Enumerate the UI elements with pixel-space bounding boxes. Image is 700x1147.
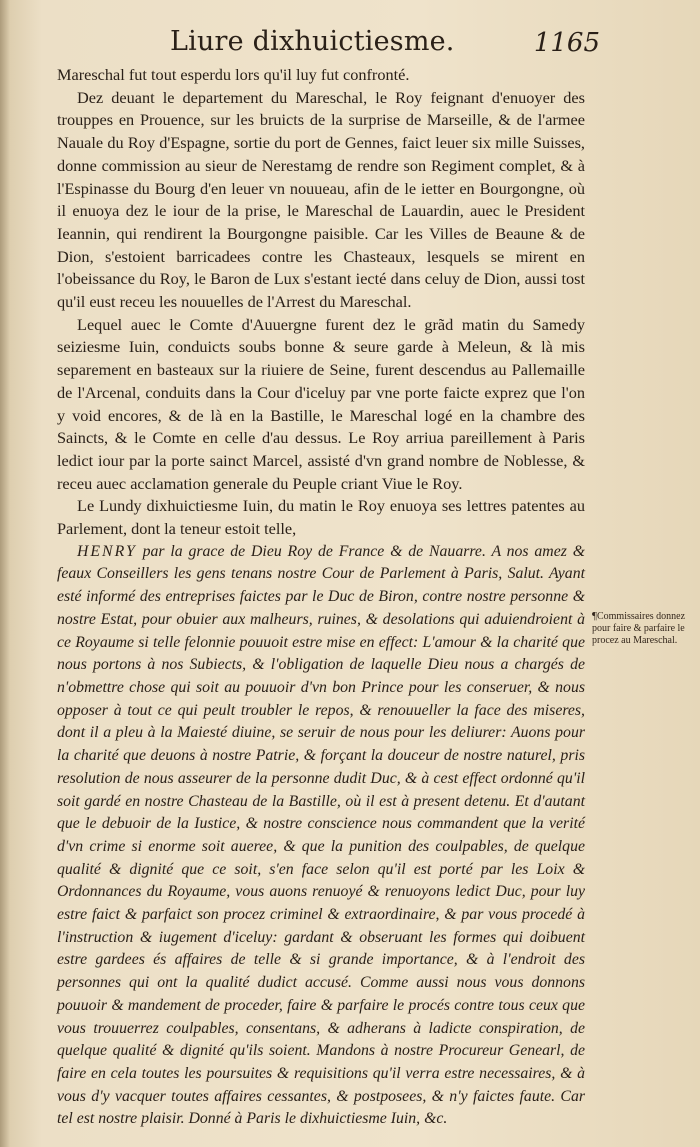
running-title: Liure dixhuictiesme. xyxy=(170,26,455,57)
pilcrow-icon: ¶ xyxy=(592,610,597,622)
page-header xyxy=(170,26,600,66)
marginal-note xyxy=(592,610,692,647)
royal-letter xyxy=(57,541,585,1131)
body-text xyxy=(57,64,585,1131)
letter-text: par la grace de Dieu Roy de France & de Nauarre. A nos amez & feaux Conseillers les gens tenans nostre Cour de Parlement à Paris, Salut. Ayant esté informé des entreprises faictes par le Duc de Biron, contre nostre personne & nostre Estat, pour obuier aux malheurs, ruines, & desolations qui aduiendroient à ce Royaume si telle felonnie pouuoit estre mise en effect: L'amour & la charité que nous portons à nos Subiects, & l'obligation de laquelle Dieu nous a chargés de n'obmettre chose qui soit au pouuoir d'vn bon Prince pour les conseruer, & nous opposer à tout ce qui peult troubler le repos, & renouueller la face des miseres, dont il a pleu à la Maiesté diuine, se seruir de nous pour les deliurer: Auons pour la charité que deuons à nostre Patrie, & forçant la douceur de nostre naturel, pris resolution de nous asseurer de la personne dudit Duc, & à cest effect ordonné qu'il soit gardé en nostre Chasteau de la Bastille, où il est à present detenu. Et d'autant que le debuoir de la Iustice, & nostre conscience nous commandent que la verité d'vn crime si enorme soit aueree, & que la punition des coulpables, de quelque qualité & dignité que ce soit, s'en face selon qu'il est porté par les Loix & Ordonnances du Royaume, vous auons renuoyé & renuoyons ledict Duc, pour luy estre faict & parfaict son procez criminel & extraordinaire, & par vous procedé à l'instruction & iugement d'iceluy: gardant & obseruant les formes qui doibuent estre gardees és affaires de telle & si grande importance, & à l'endroit des personnes qui ont la qualité dudict accusé. Comme aussi nous vous donnons pouuoir & mandement de proceder, faire & parfaire le procés contre tous ceux que vous trouuerrez coulpables, consentans, & adherans à ladicte conspiration, de quelque qualité & dignité qu'ils soient. Mandons à nostre Procureur Genearl, de faire en cela toutes les poursuites & requisitions qu'il verra estre necessaires, & à vous d'y vacquer toutes affaires cessantes, & postposees, & n'y faictes faute. Car tel est nostre plaisir. Donné à Paris le dixhuictiesme Iuin, &c. xyxy=(57,542,585,1128)
marginal-note-text: Commissaires donnez pour faire & parfaire le procez au Mareschal. xyxy=(592,611,686,646)
paragraph-continuation: Mareschal fut tout esperdu lors qu'il luy fut confronté. xyxy=(57,65,410,84)
paragraph-bastille: Lequel auec le Comte d'Auuergne furent dez le grãd matin du Samedy seiziesme Iuin, conduicts soubs bonne & seure garde à Meleun, & là mis separement en basteaux sur la riuiere de Seine, furent descendus au Pallemaille de l'Arcenal, conduits dans la Cour d'iceluy par vne porte faicte exprez que l'on y void encores, & de là en la Bastille, le Mareschal logé en la chambre des Saincts, & le Comte en celle d'au dessus. Le Roy arriua pareillement à Paris ledict iour par la porte sainct Marcel, assisté d'vn grand nombre de Noblesse, & receu auec acclamation generale du Peuple criant Viue le Roy. xyxy=(57,314,585,493)
paragraph-troops: Dez deuant le departement du Mareschal, le Roy feignant d'enuoyer des trouppes en Prouence, sur les bruicts de la surprise de Marseille, & de l'armee Nauale du Roy d'Espagne, sortie du port de Gennes, faict leuer six mille Suisses, donne commission au sieur de Nerestamg de rendre son Regiment complet, & à l'Espinasse du Bourg d'en leuer vn nouueau, afin de le ietter en Bourgongne, où il enuoya dez le iour de la prise, le Mareschal de Lauardin, auec le President Ieannin, qui rendirent la Bourgongne paisible. Car les Villes de Beaune & de Dion, s'estoient barricadees contre les Chasteaux, lesquels se mirent en l'obeissance du Roy, le Baron de Lux s'estant iecté dans celuy de Dion, aussi tost qu'il eust receu les nouuelles de l'Arrest du Mareschal. xyxy=(57,87,585,312)
gutter-shadow xyxy=(0,0,10,1147)
letter-opening-word: HENRY xyxy=(77,542,137,560)
page-number: 1165 xyxy=(533,28,600,58)
paragraph-letters-patent: Le Lundy dixhuictiesme Iuin, du matin le Roy enuoya ses lettres patentes au Parlement, dont la teneur estoit telle, xyxy=(57,496,585,539)
